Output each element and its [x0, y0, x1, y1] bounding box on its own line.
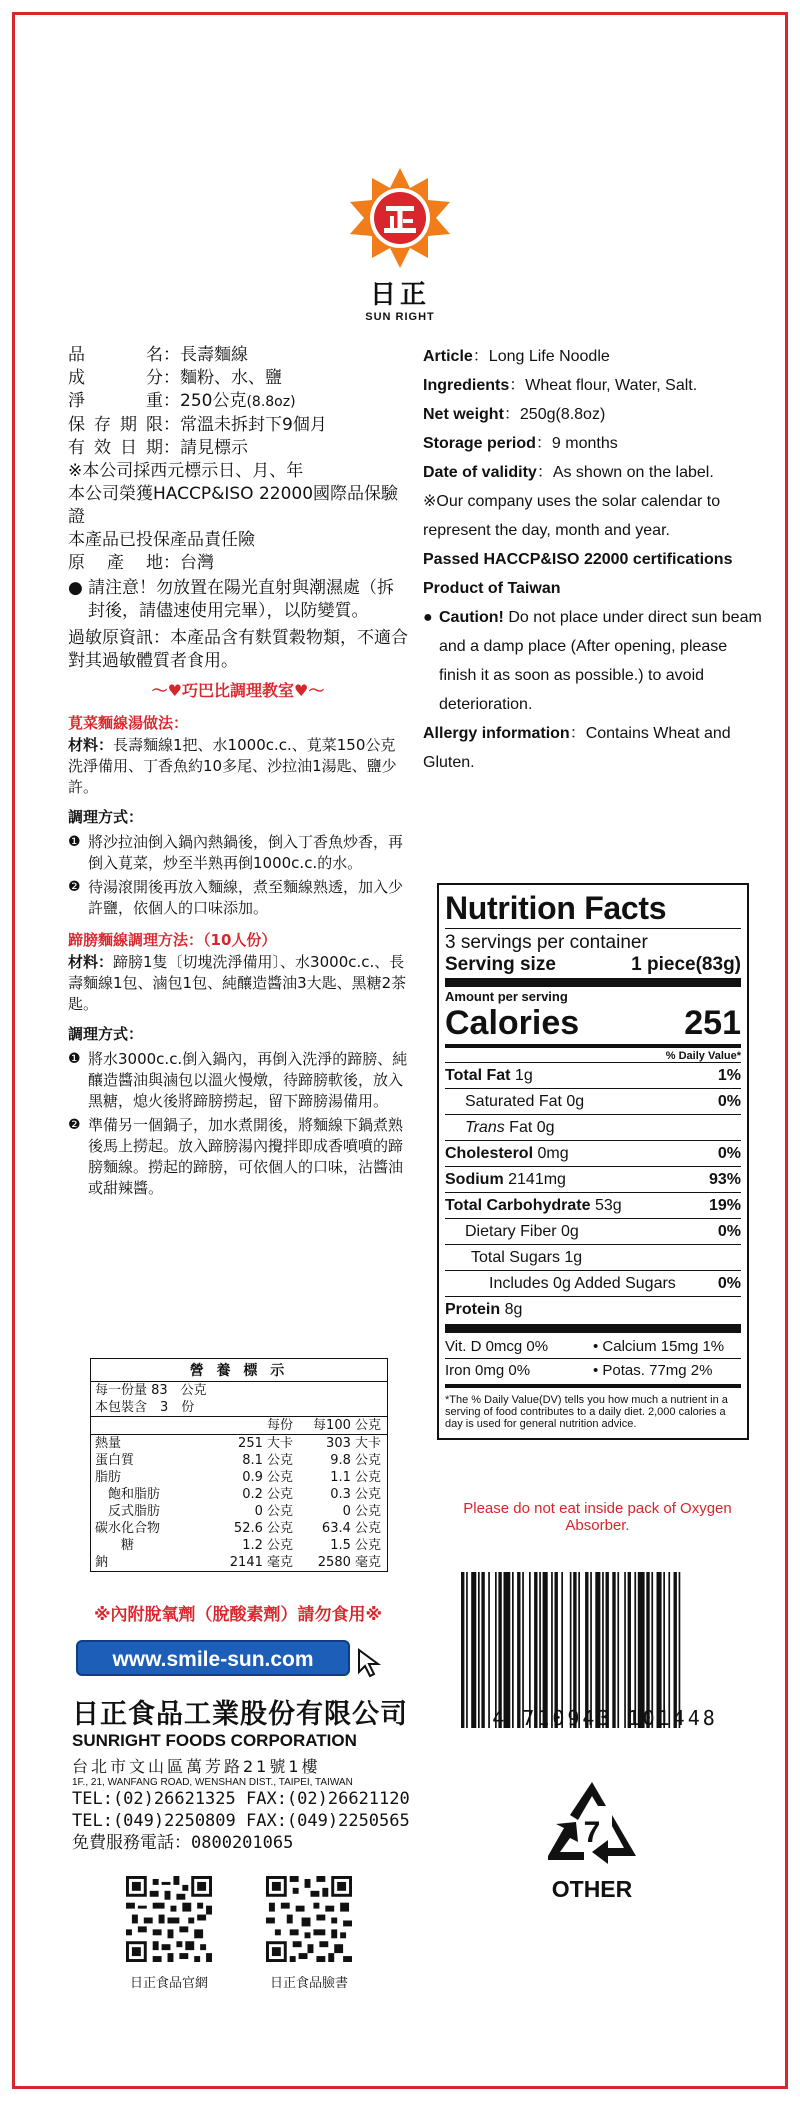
barcode-bar [628, 1572, 631, 1728]
barcode-bar [646, 1572, 649, 1728]
oxygen-absorber-warning-cn: ※內附脫氧劑（脫酸素劑）請勿食用※ [93, 1605, 383, 1625]
recipe1-title: 莧菜麵線湯做法： [68, 714, 189, 732]
table-header: 每份 每100 公克 [91, 1417, 387, 1435]
article-row: Article：Long Life Noodle [423, 348, 610, 365]
barcode-number: 4 710943 101448 [492, 1706, 718, 1730]
haccp-note-en: Passed HACCP&ISO 22000 certifications [423, 551, 733, 568]
brand-logo [343, 168, 457, 323]
qr-code-facebook-icon[interactable] [266, 1876, 352, 1962]
table-row: 鈉 2141 毫克 2580 毫克 [95, 1555, 381, 1570]
product-info-cn [68, 344, 408, 1199]
recipe2-title: 蹄膀麵線調理方法：（10人份） [68, 931, 277, 949]
validity-row: Date of validity：As shown on the label. [423, 464, 714, 481]
barcode-bar [481, 1572, 484, 1728]
calories-row: Calories 251 [445, 1004, 741, 1042]
oxygen-absorber-warning-en: Please do not eat inside pack of Oxygen Absorber. [463, 1500, 732, 1534]
cursor-arrow-icon [356, 1648, 386, 1678]
info-row: 保存期限 ： 常溫未拆封下9個月 [68, 415, 327, 435]
barcode-bar [498, 1572, 501, 1728]
table-row: 飽和脂肪 0.2 公克 0.3 公克 [95, 1487, 381, 1502]
barcode-icon [457, 1572, 753, 1728]
table-row: 脂肪 0.9 公克 1.1 公克 [95, 1470, 381, 1485]
allergy-note-en: Allergy information：Contains Wheat and Gluten. [423, 725, 731, 771]
qr-code-website-icon[interactable] [126, 1876, 212, 1962]
barcode-bar [504, 1572, 511, 1728]
barcode-bar [585, 1572, 588, 1728]
daily-value-header: % Daily Value* [665, 1050, 741, 1062]
toll-free-hotline: 免費服務電話：0800201065 [72, 1833, 294, 1853]
nutrient-row: Total Fat 1g 1% [445, 1062, 741, 1088]
table-row: 蛋白質 8.1 公克 9.8 公克 [95, 1453, 381, 1468]
info-row: 有效日期 ： 請見標示 [68, 438, 248, 458]
sun-logo-icon [350, 168, 450, 268]
vitamin-row: Iron 0mg 0% • Potas. 77mg 2% [445, 1362, 713, 1379]
barcode-bar [679, 1572, 681, 1728]
nutrient-row: Trans Fat 0g [445, 1114, 741, 1140]
barcode-bar [674, 1572, 677, 1728]
product-info-en [423, 342, 763, 777]
barcode-bar [495, 1572, 497, 1728]
recycle-number: 7 [583, 1816, 601, 1849]
barcode-bar [578, 1572, 580, 1728]
servings-per-container: 3 servings per container [445, 932, 648, 953]
nutrition-facts-panel [437, 883, 749, 1440]
website-link[interactable]: www.smile-sun.com [76, 1640, 350, 1676]
barcode-bar [624, 1572, 626, 1728]
address-cn: 台北市文山區萬芳路21號1樓 [72, 1757, 321, 1776]
barcode-bar [522, 1572, 524, 1728]
barcode-bar [478, 1572, 480, 1728]
calendar-note-cn: ※本公司採西元標示日、月、年 [68, 461, 304, 481]
nutrient-row: Includes 0g Added Sugars 0% [445, 1270, 741, 1296]
recipe2-method-title: 調理方式： [68, 1025, 144, 1043]
barcode-bar [663, 1572, 665, 1728]
recycle-label: OTHER [551, 1876, 633, 1902]
address-en: 1F., 21, WANFANG ROAD, WENSHAN DIST., TAIPEI, TAIWAN [72, 1777, 353, 1788]
product-of-taiwan: Product of Taiwan [423, 580, 561, 597]
barcode-bar [561, 1572, 563, 1728]
barcode-bar [517, 1572, 520, 1728]
barcode-bar [534, 1572, 537, 1728]
barcode-bar [638, 1572, 645, 1728]
table-row: 糖 1.2 公克 1.5 公克 [95, 1538, 381, 1553]
barcode-bar [606, 1572, 609, 1728]
nutrient-row: Cholesterol 0mg 0% [445, 1140, 741, 1166]
barcode-bar [657, 1572, 662, 1728]
barcode-bar [555, 1572, 558, 1728]
storage-warning-cn: ● 請注意！勿放置在陽光直射與潮濕處（拆封後，請儘速使用完畢），以防變質。 [68, 578, 394, 621]
barcode-bar [617, 1572, 619, 1728]
qr-label-facebook: 日正食品臉書 [269, 1976, 348, 1991]
company-info [72, 1692, 422, 1854]
info-row: 品 名 ： 長壽麵線 [68, 345, 248, 365]
company-name-en: SUNRIGHT FOODS CORPORATION [72, 1731, 357, 1750]
barcode-bar [595, 1572, 600, 1728]
nutrition-table-cn-title: 營 養 標 示 [91, 1359, 387, 1382]
barcode-bar [602, 1572, 604, 1728]
servings-per-pack-cn: 本包裝含 3 份 [91, 1399, 387, 1417]
logo-text-en: SUN RIGHT [365, 311, 435, 323]
ingredients-row: Ingredients：Wheat flour, Water, Salt. [423, 377, 698, 394]
net-weight-row: Net weight：250g(8.8oz) [423, 406, 606, 423]
barcode-bar [668, 1572, 670, 1728]
info-row: 成 分 ： 麵粉、水、鹽 [68, 368, 282, 388]
origin-row: 原 產 地 ： 台灣 [68, 553, 214, 573]
amount-per-serving: Amount per serving [445, 989, 568, 1004]
nutrient-row: Total Sugars 1g [445, 1244, 741, 1270]
barcode-bar [539, 1572, 541, 1728]
allergy-note-cn: 過敏原資訊：本產品含有麩質穀物類，不適合對其過敏體質者食用。 [68, 628, 408, 671]
company-name-cn: 日正食品工業股份有限公司 [72, 1699, 408, 1730]
barcode-bar [590, 1572, 592, 1728]
barcode-bar [529, 1572, 531, 1728]
vitamin-row: Vit. D 0mcg 0% • Calcium 15mg 1% [445, 1338, 725, 1355]
recipe1-step: ❷ 待湯滾開後再放入麵線，煮至麵線熟透，加入少許鹽，依個人的口味添加。 [68, 878, 404, 917]
haccp-note-cn: 本公司榮獲HACCP&ISO 22000國際品保驗證 [68, 484, 399, 527]
recipe1-step: ❶ 將沙拉油倒入鍋內熱鍋後，倒入丁香魚炒香，再倒入莧菜，炒至半熟再倒1000c.c.的水。 [68, 833, 404, 872]
nutrient-row: Total Carbohydrate 53g 19% [445, 1192, 741, 1218]
table-row: 熱量 251 大卡 303 大卡 [95, 1436, 381, 1451]
recipe2-step: ❶ 將水3000c.c.倒入鍋內，再倒入洗淨的蹄膀、純釀造醬油與滷包以溫火慢燉，待蹄膀軟後，放入黑糖，熄火後將蹄膀撈起，留下蹄膀湯備用。 [68, 1050, 408, 1110]
caution-note-en: ● Caution! Do not place under direct sun beam and a damp place (After opening, please finish it as soon as possible.) to avoid deterioration. [423, 609, 762, 713]
barcode-bar [634, 1572, 636, 1728]
nutrition-facts-title: Nutrition Facts [445, 890, 667, 926]
serving-size: Serving size 1 piece(83g) [445, 954, 741, 975]
barcode-bar [551, 1572, 553, 1728]
nutrition-table-cn [90, 1358, 388, 1572]
table-row: 反式脂肪 0 公克 0 公克 [95, 1504, 381, 1519]
nutrient-row: Dietary Fiber 0g 0% [445, 1218, 741, 1244]
insurance-note-cn: 本產品已投保產品責任險 [68, 530, 255, 550]
barcode-bar [573, 1572, 576, 1728]
nutrient-row: Saturated Fat 0g 0% [445, 1088, 741, 1114]
recycle-triangle-icon [540, 1778, 644, 1868]
cooking-class-title: ～♥巧巴比調理教室♥～ [151, 681, 325, 700]
recipe1-method-title: 調理方式： [68, 808, 144, 826]
phone-fax-taipei: TEL:(02)26621325 FAX:(02)26621120 [72, 1789, 410, 1809]
phone-fax-nantou: TEL:(049)2250809 FAX:(049)2250565 [72, 1811, 410, 1831]
barcode-bar [471, 1572, 476, 1728]
barcode-bar [466, 1572, 468, 1728]
recipe2-materials: 材料：蹄膀1隻〔切塊洗淨備用〕、水3000c.c.、長壽麵線1包、滷包1包、純釀造醬油3大匙、黑糖2茶匙。 [68, 953, 407, 1013]
daily-value-footnote: *The % Daily Value(DV) tells you how much a nutrient in a serving of food contributes to a daily diet. 2,000 calories a day is used for general nutrition advice. [445, 1394, 728, 1430]
barcode-bar [570, 1572, 572, 1728]
storage-row: Storage period：9 months [423, 435, 618, 452]
table-row: 碳水化合物 52.6 公克 63.4 公克 [95, 1521, 381, 1536]
info-row: 淨 重 ： 250公克(8.8oz) [68, 391, 296, 411]
barcode-bar [488, 1572, 490, 1728]
serving-size-cn: 每一份量 83 公克 [95, 1383, 207, 1398]
recipe2-step: ❷ 準備另一個鍋子，加水煮開後，將麵線下鍋煮熟後馬上撈起。放入蹄膀湯內攪拌即成香噴噴的蹄膀麵線。撈起的蹄膀，可依個人的口味，沾醬油或甜辣醬。 [68, 1116, 404, 1197]
barcode-bar [543, 1572, 548, 1728]
calendar-note-en: ※Our company uses the solar calendar to represent the day, month and year. [423, 493, 721, 539]
logo-text-cn: 日正 [369, 280, 430, 310]
recipe1-materials: 材料：長壽麵線1把、水1000c.c.、莧菜150公克洗淨備用、丁香魚約10多尾、沙拉油1湯匙、鹽少許。 [68, 736, 397, 796]
nutrient-row: Protein 8g [445, 1296, 741, 1322]
barcode-bar [651, 1572, 653, 1728]
qr-label-website: 日正食品官網 [129, 1976, 208, 1991]
nutrient-row: Sodium 2141mg 93% [445, 1166, 741, 1192]
barcode-bar [512, 1572, 514, 1728]
barcode-bar [612, 1572, 615, 1728]
barcode-bar [461, 1572, 464, 1728]
